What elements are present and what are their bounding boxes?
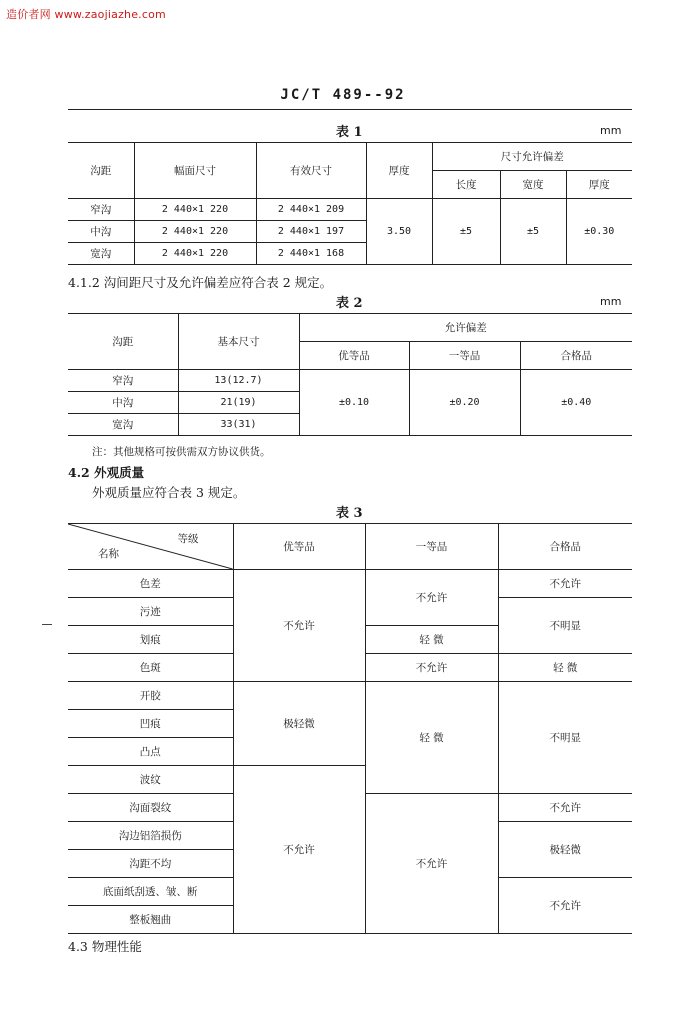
t1-head-width: 宽度 (500, 171, 566, 199)
t2-head-grade3: 合格品 (520, 342, 632, 370)
diagonal-line (68, 524, 233, 569)
t1-head-thickness: 厚度 (366, 143, 432, 199)
t2-row3-basic: 33(31) (178, 414, 299, 436)
t3-g3-very-slight: 极轻微 (498, 822, 632, 878)
t3-diagonal-header (68, 524, 233, 570)
t3-g1-not-allowed-a: 不允许 (233, 570, 365, 682)
t3-header-name: 名称 (98, 548, 119, 560)
t3-g2-slight-b: 轻 微 (365, 682, 498, 794)
t3-head-grade1: 优等品 (233, 524, 365, 570)
t3-g3-slight: 轻 微 (498, 654, 632, 682)
t2-head-tolerance: 允许偏差 (299, 314, 632, 342)
section-4-1-2: 4.1.2 沟间距尺寸及允许偏差应符合表 2 规定。 (68, 275, 333, 290)
t3-name-warping: 整板翘曲 (68, 906, 233, 934)
t1-row3-spacing: 宽沟 (68, 243, 134, 265)
t1-row1-spacing: 窄沟 (68, 199, 134, 221)
t3-header-grade: 等级 (177, 533, 199, 545)
t1-row3-effective: 2 440×1 168 (256, 243, 366, 265)
header-rule (68, 109, 632, 110)
t3-g3-not-allowed-a: 不允许 (498, 570, 632, 598)
table2-caption: 表 2 (336, 296, 363, 311)
t1-head-spacing: 沟距 (68, 143, 134, 199)
t3-head-grade3: 合格品 (498, 524, 632, 570)
t3-g3-not-obvious-a: 不明显 (498, 598, 632, 654)
table3-caption: 表 3 (336, 506, 363, 521)
t3-name-bump: 凸点 (68, 738, 233, 766)
t1-row2-spacing: 中沟 (68, 221, 134, 243)
t2-row2-spacing: 中沟 (68, 392, 178, 414)
t3-head-grade2: 一等品 (365, 524, 498, 570)
t2-head-grade2: 一等品 (409, 342, 520, 370)
t3-name-dent: 凹痕 (68, 710, 233, 738)
t3-g3-not-allowed-b: 不允许 (498, 794, 632, 822)
t1-row2-face: 2 440×1 220 (134, 221, 256, 243)
table2 (68, 313, 632, 436)
table1-caption: 表 1 (336, 125, 363, 140)
t2-row1-spacing: 窄沟 (68, 370, 178, 392)
t3-name-backing-paper: 底面纸刮透、皱、断 (68, 878, 233, 906)
t3-g3-not-obvious-b: 不明显 (498, 682, 632, 794)
document-code: JC/T 489--92 (280, 87, 406, 103)
watermark: 造价者网 www.zaojiazhe.com (6, 8, 166, 21)
t3-name-ripple: 波纹 (68, 766, 233, 794)
table2-unit: mm (600, 295, 622, 308)
t1-head-length: 长度 (432, 171, 500, 199)
t3-name-uneven-spacing: 沟距不均 (68, 850, 233, 878)
t1-row1-face: 2 440×1 220 (134, 199, 256, 221)
table1 (68, 142, 632, 265)
t2-row3-spacing: 宽沟 (68, 414, 178, 436)
t3-name-delamination: 开胶 (68, 682, 233, 710)
t1-thickness-value: 3.50 (366, 199, 432, 265)
t1-head-effective: 有效尺寸 (256, 143, 366, 199)
t1-width-dev: ±5 (500, 199, 566, 265)
t3-name-foil-damage: 沟边铝箔损伤 (68, 822, 233, 850)
t2-dev1: ±0.10 (299, 370, 409, 436)
t1-head-face: 幅面尺寸 (134, 143, 256, 199)
t3-name-stain: 污迹 (68, 598, 233, 626)
t2-dev2: ±0.20 (409, 370, 520, 436)
table3 (68, 523, 632, 934)
table1-unit: mm (600, 124, 622, 137)
t3-g2-not-allowed-c: 不允许 (365, 794, 498, 934)
t3-g2-not-allowed-a: 不允许 (365, 570, 498, 626)
table2-note: 注：其他规格可按供需双方协议供货。 (92, 446, 271, 458)
t3-g2-not-allowed-b: 不允许 (365, 654, 498, 682)
t1-length-dev: ±5 (432, 199, 500, 265)
section-4-2-text: 外观质量应符合表 3 规定。 (92, 485, 246, 500)
t3-name-color-diff: 色差 (68, 570, 233, 598)
t2-row1-basic: 13(12.7) (178, 370, 299, 392)
section-4-2: 4.2 外观质量 (68, 465, 145, 480)
t3-g2-slight-a: 轻 微 (365, 626, 498, 654)
t3-g1-not-allowed-b: 不允许 (233, 766, 365, 934)
t3-name-groove-crack: 沟面裂纹 (68, 794, 233, 822)
t1-head-tolerance: 尺寸允许偏差 (432, 143, 632, 171)
t3-g1-very-slight: 极轻微 (233, 682, 365, 766)
t3-name-color-spot: 色斑 (68, 654, 233, 682)
section-4-3: 4.3 物理性能 (68, 939, 142, 954)
t3-g3-not-allowed-c: 不允许 (498, 878, 632, 934)
t3-name-scratch: 划痕 (68, 626, 233, 654)
t1-row2-effective: 2 440×1 197 (256, 221, 366, 243)
margin-dash (42, 624, 52, 625)
t2-dev3: ±0.40 (520, 370, 632, 436)
t2-head-spacing: 沟距 (68, 314, 178, 370)
t1-head-thickness-dev: 厚度 (566, 171, 632, 199)
t2-row2-basic: 21(19) (178, 392, 299, 414)
t2-head-basic: 基本尺寸 (178, 314, 299, 370)
t1-row1-effective: 2 440×1 209 (256, 199, 366, 221)
t1-row3-face: 2 440×1 220 (134, 243, 256, 265)
t1-thickness-dev: ±0.30 (566, 199, 632, 265)
t2-head-grade1: 优等品 (299, 342, 409, 370)
